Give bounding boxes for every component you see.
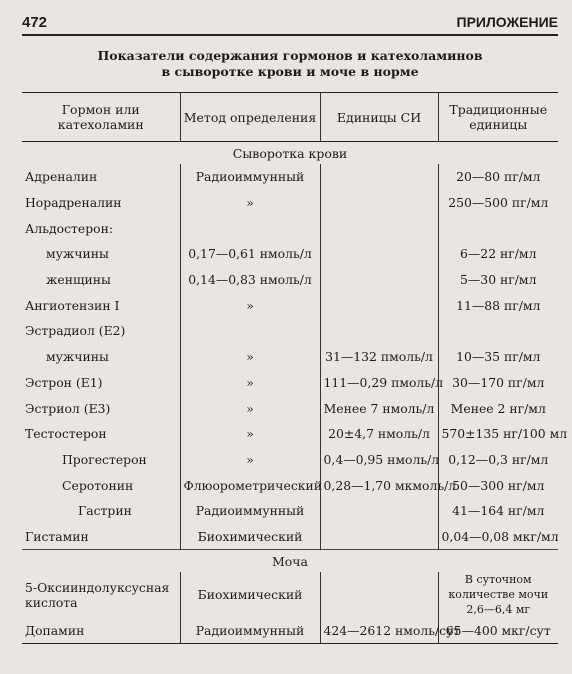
cell-name: Норадреналин [25, 195, 122, 211]
table-row [22, 344, 558, 370]
cell-si [320, 190, 438, 216]
cell-trad: 20—80 пг/мл [438, 164, 558, 190]
cell-si [320, 267, 438, 293]
cell-trad [438, 215, 558, 241]
table-title-line-2: в сыворотке крови и моче в норме [161, 64, 419, 79]
cell-si [320, 498, 438, 524]
table-row [22, 395, 558, 421]
table-row [22, 421, 558, 447]
table-row [22, 447, 558, 473]
section-row-urine [22, 550, 558, 573]
cell-si: 31—132 пмоль/л [320, 344, 438, 370]
column-header-traditional-units: Традиционные единицы [438, 93, 558, 142]
cell-name: Гистамин [25, 528, 89, 544]
cell-name: Альдостерон: [25, 220, 114, 236]
table-row [22, 164, 558, 190]
cell-trad: 570±135 нг/100 мл [438, 421, 558, 447]
cell-trad [438, 318, 558, 344]
cell-method: » [180, 370, 320, 396]
table-row [22, 498, 558, 524]
cell-si [320, 241, 438, 267]
cell-si [320, 215, 438, 241]
cell-trad: Менее 2 нг/мл [438, 395, 558, 421]
cell-method: Биохимический [180, 524, 320, 550]
section-name: ПРИЛОЖЕНИЕ [456, 14, 558, 30]
cell-si: 0,28—1,70 мкмоль/л [320, 472, 438, 498]
cell-si [320, 164, 438, 190]
table-row [22, 267, 558, 293]
cell-trad: 250—500 пг/мл [438, 190, 558, 216]
cell-name: 5-Оксииндолуксусная кислота [25, 579, 170, 610]
cell-name: Адреналин [25, 169, 98, 185]
column-header-method: Метод определения [180, 93, 320, 142]
cell-trad: 30—170 пг/мл [438, 370, 558, 396]
table-row [22, 572, 558, 617]
table-row [22, 617, 558, 643]
cell-method: » [180, 395, 320, 421]
cell-name: мужчины [46, 349, 109, 365]
cell-trad: 50—300 нг/мл [438, 472, 558, 498]
column-header-si-units: Единицы СИ [320, 93, 438, 142]
cell-method: » [180, 292, 320, 318]
cell-si [320, 318, 438, 344]
cell-method: » [180, 344, 320, 370]
table-row [22, 370, 558, 396]
cell-name: Гастрин [78, 503, 132, 519]
cell-trad: 6—22 нг/мл [438, 241, 558, 267]
table-title-line-1: Показатели содержания гормонов и катехоламинов [97, 48, 483, 63]
page-number: 472 [22, 14, 48, 31]
section-row-serum [22, 142, 558, 165]
table-title [22, 48, 558, 80]
cell-trad: 65—400 мкг/сут [438, 617, 558, 643]
table-row [22, 241, 558, 267]
cell-si: 111—0,29 пмоль/л [320, 370, 438, 396]
cell-name: Эстриол (Е3) [25, 400, 111, 416]
cell-method: Радиоиммунный [180, 164, 320, 190]
cell-name: Прогестерон [62, 451, 147, 467]
cell-trad: 11—88 пг/мл [438, 292, 558, 318]
cell-method: Биохимический [180, 572, 320, 617]
page-header [22, 14, 558, 34]
table-row [22, 318, 558, 344]
hormone-table [22, 92, 568, 644]
cell-trad: 0,04—0,08 мкг/мл [438, 524, 558, 550]
cell-si: 0,4—0,95 нмоль/л [320, 447, 438, 473]
cell-method: Радиоиммунный [180, 617, 320, 643]
cell-trad: 0,12—0,3 нг/мл [438, 447, 558, 473]
table-row [22, 524, 558, 550]
cell-name: Допамин [22, 617, 180, 643]
cell-name: Эстрон (Е1) [25, 374, 103, 390]
cell-method: Радиоиммунный [180, 498, 320, 524]
cell-name: Серотонин [62, 477, 134, 493]
cell-trad: 5—30 нг/мл [438, 267, 558, 293]
cell-method [180, 215, 320, 241]
cell-trad: 10—35 пг/мл [438, 344, 558, 370]
cell-si: 20±4,7 нмоль/л [320, 421, 438, 447]
table-header-row [22, 93, 558, 142]
section-title-urine: Моча [22, 550, 558, 573]
cell-name: Эстрадиол (Е2) [25, 323, 126, 339]
cell-si: 424—2612 нмоль/сут [320, 617, 438, 643]
cell-method: 0,17—0,61 нмоль/л [180, 241, 320, 267]
cell-method [180, 318, 320, 344]
table-row [22, 292, 558, 318]
cell-method: » [180, 421, 320, 447]
table-row [22, 215, 558, 241]
table-row [22, 190, 558, 216]
cell-si [320, 572, 438, 617]
cell-name: женщины [46, 272, 111, 288]
cell-name: мужчины [46, 246, 109, 262]
header-rule [22, 34, 558, 36]
cell-method: 0,14—0,83 нмоль/л [180, 267, 320, 293]
cell-si [320, 524, 438, 550]
cell-name: Тестостерон [25, 426, 107, 442]
cell-si: Менее 7 нмоль/л [320, 395, 438, 421]
table-row [22, 472, 558, 498]
section-title-serum: Сыворотка крови [232, 145, 348, 161]
cell-trad: 41—164 нг/мл [438, 498, 558, 524]
cell-trad: В суточном количестве мочи 2,6—6,4 мг [438, 572, 558, 617]
cell-method: » [180, 190, 320, 216]
cell-method: » [180, 447, 320, 473]
cell-name: Ангиотензин I [25, 297, 120, 313]
cell-si [320, 292, 438, 318]
cell-method: Флюорометрический [180, 472, 320, 498]
column-header-hormone: Гормон или катехоламин [22, 93, 180, 142]
